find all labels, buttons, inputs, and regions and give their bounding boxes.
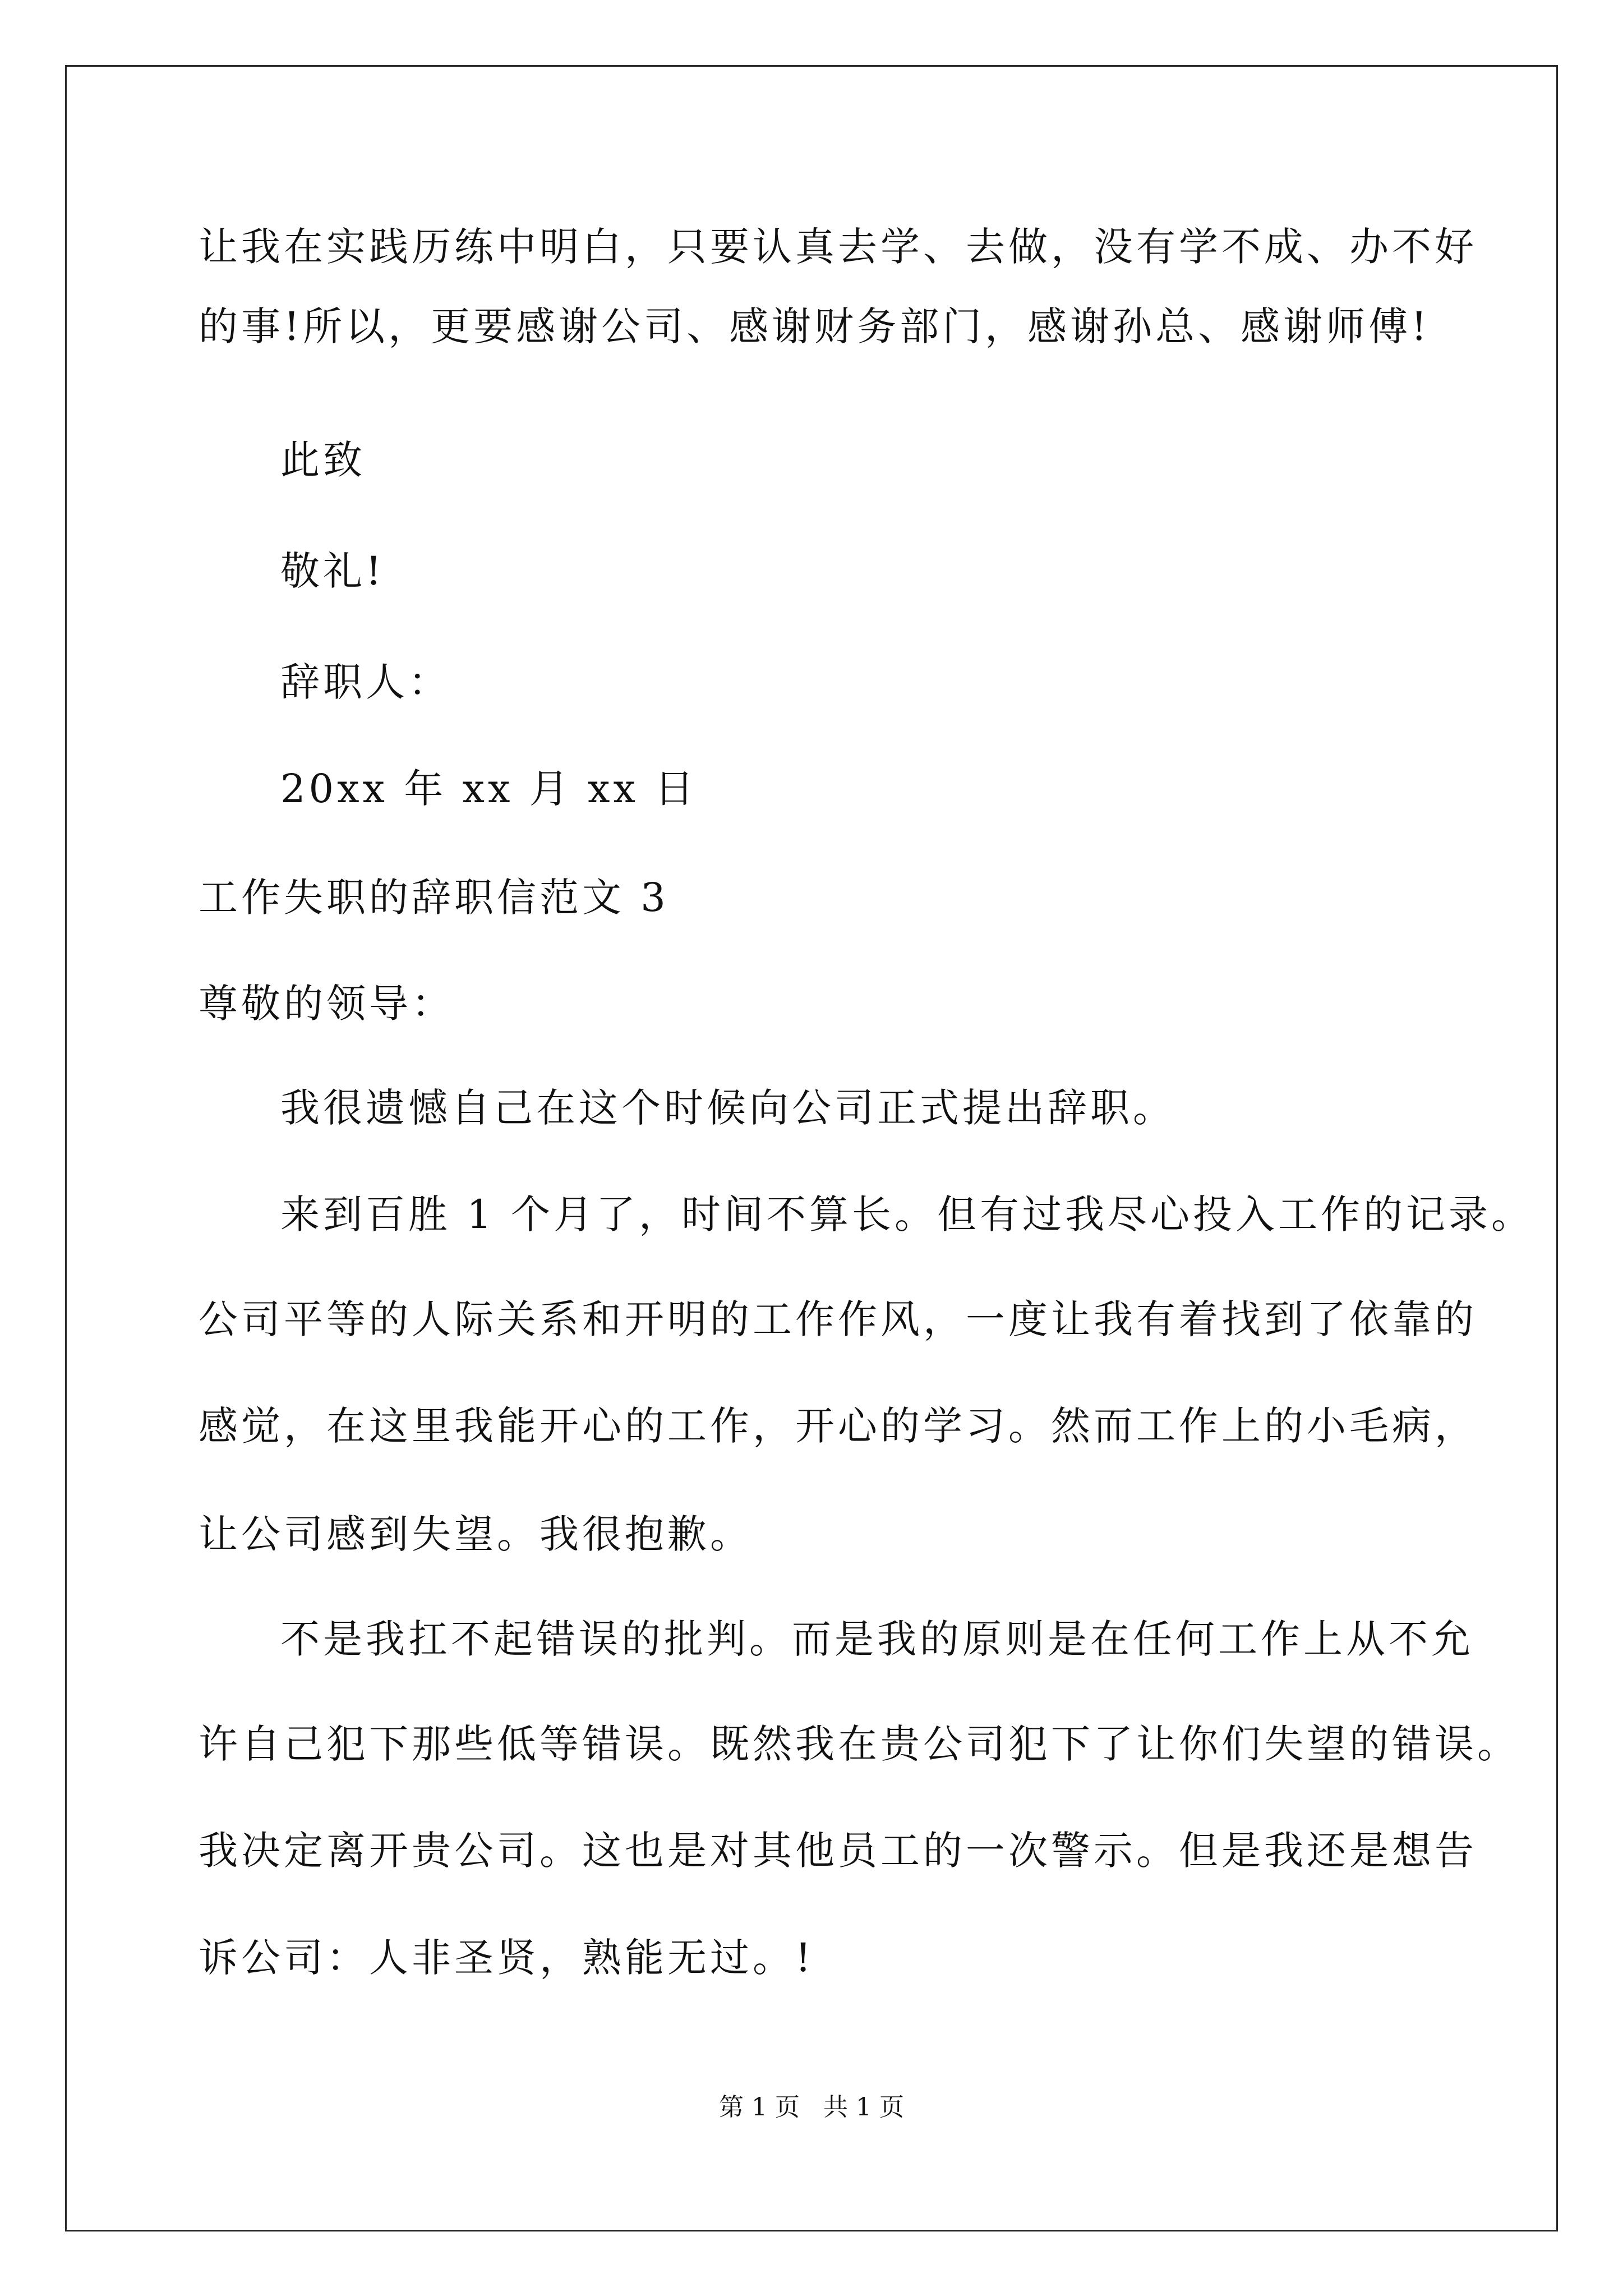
paragraph-line: 感觉，在这里我能开心的工作，开心的学习。然而工作上的小毛病， (199, 1403, 1477, 1449)
page-border (65, 65, 1558, 2231)
paragraph-line: 公司平等的人际关系和开明的工作作风，一度让我有着找到了依靠的 (199, 1296, 1477, 1342)
paragraph-line: 不是我扛不起错误的批判。而是我的原则是在任何工作上从不允 (280, 1616, 1474, 1662)
paragraph-line: 来到百胜 1 个月了，时间不算长。但有过我尽心投入工作的记录。 (280, 1191, 1534, 1237)
paragraph-line: 让公司感到失望。我很抱歉。 (199, 1511, 753, 1557)
signature-label: 辞职人： (280, 659, 451, 705)
section-title: 工作失职的辞职信范文 3 (199, 875, 669, 921)
paragraph-line: 许自己犯下那些低等错误。既然我在贵公司犯下了让你们失望的错误。 (199, 1721, 1520, 1767)
date-line: 20xx 年 xx 月 xx 日 (280, 766, 698, 812)
closing-salutation: 此致 (280, 437, 366, 483)
paragraph-line: 我很遗憾自己在这个时候向公司正式提出辞职。 (280, 1085, 1175, 1131)
page-footer: 第 1 页 共 1 页 (719, 2093, 904, 2122)
paragraph-line: 诉公司：人非圣贤，熟能无过。! (199, 1935, 815, 1981)
closing-regards: 敬礼! (280, 548, 385, 594)
greeting: 尊敬的领导： (199, 981, 454, 1027)
paragraph-line: 我决定离开贵公司。这也是对其他员工的一次警示。但是我还是想告 (199, 1828, 1477, 1874)
paragraph-line: 的事!所以，更要感谢公司、感谢财务部门，感谢孙总、感谢师傅! (199, 303, 1431, 349)
paragraph-line: 让我在实践历练中明白，只要认真去学、去做，没有学不成、办不好 (199, 224, 1477, 270)
